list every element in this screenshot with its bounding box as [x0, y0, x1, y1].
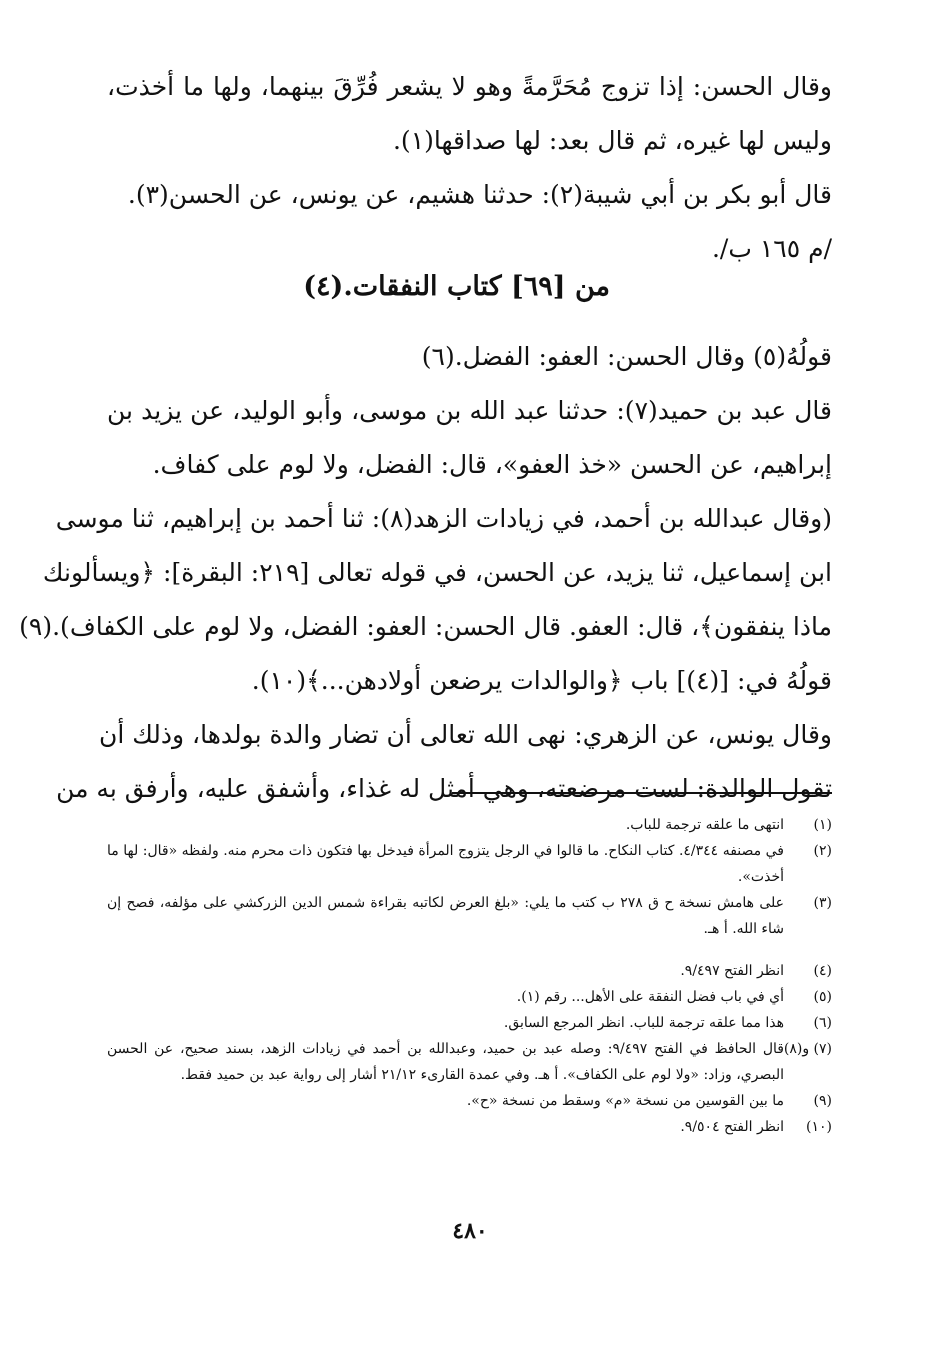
- text-line: قولُهُ في: [(٤)] باب ﴿والوالدات يرضعن أولادهن...﴾(١٠).: [251, 666, 832, 695]
- text-line: وليس لها غيره، ثم قال بعد: لها صداقها(١).: [392, 126, 832, 155]
- footnote-number: (٢): [813, 843, 832, 859]
- footnote: [107, 958, 832, 984]
- footnote: [107, 812, 832, 838]
- footnote: [107, 1114, 832, 1140]
- page-number: ٤٨٠: [452, 1218, 488, 1244]
- text-line: تقول الوالدة: لست مرضعته، وهي أمثل له غذاء، وأشفق عليه، وأرفق به من: [56, 774, 832, 803]
- text-line: ماذا ينفقون﴾، قال: العفو. قال الحسن: العفو: الفضل، ولا لوم على الكفاف).(٩): [19, 612, 832, 641]
- footnote: [107, 1088, 832, 1114]
- footnote-text: في مصنفه ٤/٣٤٤. كتاب النكاح. ما قالوا في الرجل يتزوج المرأة فيدخل بها فتكون ذات محرم منه. ولفظه «قال: لها ما أخذت».: [107, 843, 784, 885]
- footnote: [107, 838, 832, 890]
- footnote-number: (٧) و(٨): [783, 1041, 832, 1057]
- footnote-number: (١٠): [806, 1119, 832, 1135]
- footnote-text: انظر الفتح ٩/٤٩٧.: [680, 963, 784, 979]
- main-text: [19, 60, 832, 816]
- text-line: قولُهُ(٥) وقال الحسن: العفو: الفضل.(٦): [421, 342, 832, 371]
- footnote-text: انظر الفتح ٩/٥٠٤.: [680, 1119, 784, 1135]
- footnote-number: (١): [813, 817, 832, 833]
- section-heading: من [٦٩] كتاب النفقات.(٤): [303, 271, 610, 302]
- footnote-number: (٦): [813, 1015, 832, 1031]
- text-line: وقال يونس، عن الزهري: نهى الله تعالى أن تضار والدة بولدها، وذلك أن: [98, 720, 832, 749]
- text-line: إبراهيم، عن الحسن «خذ العفو»، قال: الفضل، ولا لوم على كفاف.: [152, 450, 832, 479]
- footnote: [107, 890, 832, 942]
- text-line: وقال الحسن: إذا تزوج مُحَرَّمةً وهو لا يشعر فُرِّقَ بينهما، ولها ما أخذت،: [107, 72, 832, 101]
- text-line: قال أبو بكر بن أبي شيبة(٢): حدثنا هشيم، عن يونس، عن الحسن(٣).: [127, 180, 832, 209]
- footnote-text: ما بين القوسين من نسخة «م» وسقط من نسخة «ح».: [466, 1093, 784, 1109]
- text-line: (وقال عبدالله بن أحمد، في زيادات الزهد(٨): ثنا أحمد بن إبراهيم، ثنا موسى: [55, 504, 832, 533]
- footnote-number: (٣): [813, 895, 832, 911]
- footnote-number: (٩): [813, 1093, 832, 1109]
- footnote-text: أي في باب فضل النفقة على الأهل... رقم (١).: [516, 989, 784, 1005]
- footnote-rule: [452, 792, 832, 794]
- footnote: [107, 1036, 832, 1088]
- footnote-text: انتهى ما علقه ترجمة للباب.: [625, 817, 784, 833]
- footnote-text: قال الحافظ في الفتح ٩/٤٩٧: وصله عبد بن حميد، وعبدالله بن أحمد في زيادات الزهد، بسند صحيح، عن الحسن البصري، وزاد: «ولا لوم على الكفاف». أ هـ. وفي عمدة القارىء ٢١/١٢ أشار إلى رواية عبد بن حميد فقط.: [107, 1041, 785, 1083]
- footnote: [107, 1010, 832, 1036]
- footnote-text: هذا مما علقه ترجمة للباب. انظر المرجع السابق.: [503, 1015, 784, 1031]
- text-line: قال عبد بن حميد(٧): حدثنا عبد الله بن موسى، وأبو الوليد، عن يزيد بن: [107, 396, 832, 425]
- text-line: ابن إسماعيل، ثنا يزيد، عن الحسن، في قوله تعالى [٢١٩: البقرة]: ﴿ويسألونك: [42, 558, 832, 587]
- footnote-number: (٤): [813, 963, 832, 979]
- footnote-number: (٥): [813, 989, 832, 1005]
- footnote-text: على هامش نسخة ح ق ٢٧٨ ب كتب ما يلي: «بلغ العرض لكاتبه بقراءة شمس الدين الزركشي على مؤلفه، فصح إن شاء الله. أ هـ.: [107, 895, 784, 937]
- footnote: [107, 984, 832, 1010]
- text-line: /م ١٦٥ ب/.: [711, 234, 832, 263]
